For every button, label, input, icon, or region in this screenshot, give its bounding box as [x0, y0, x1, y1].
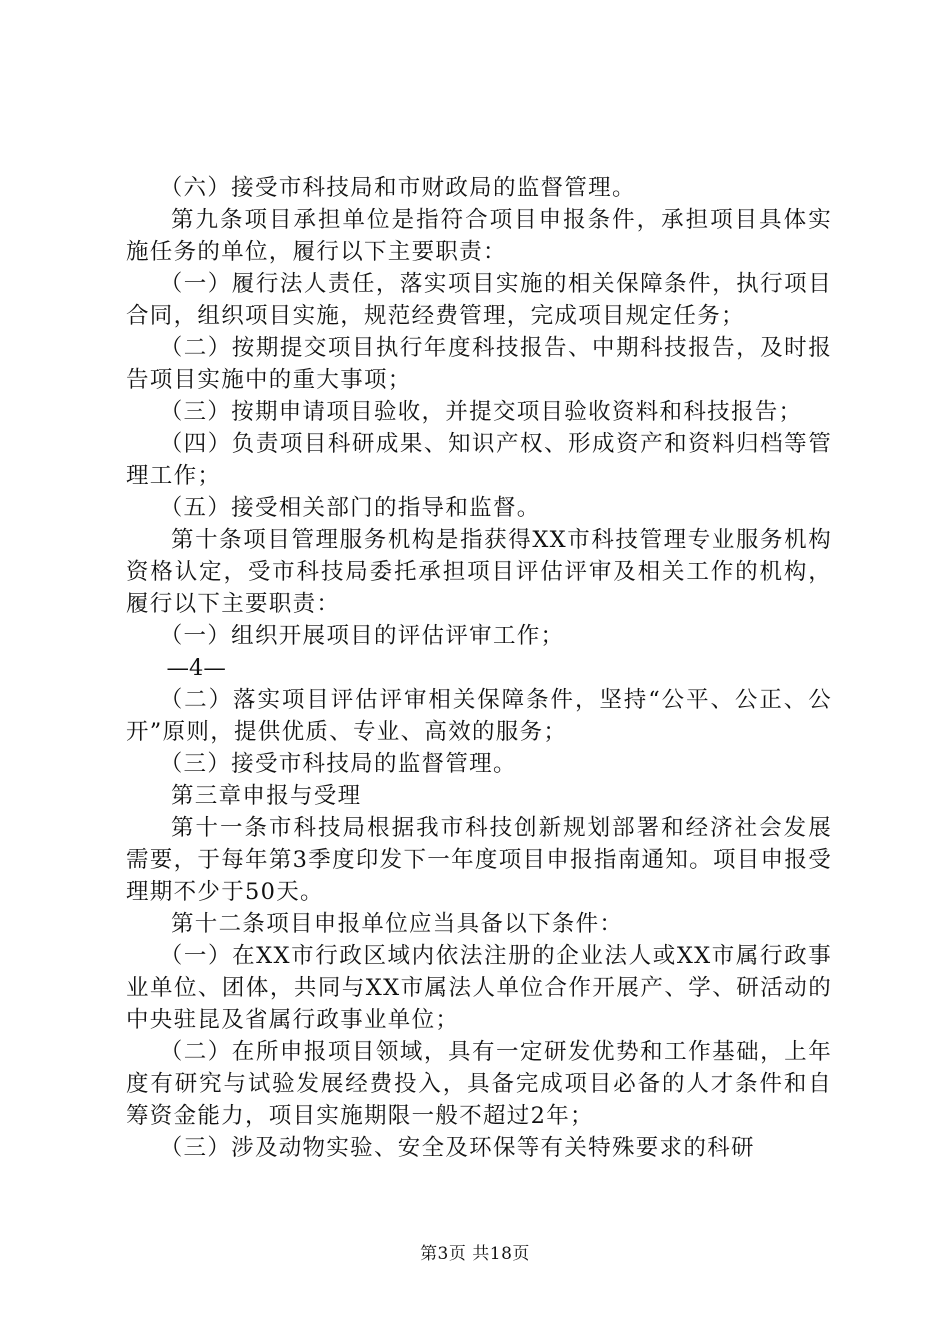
- duty-item-5: （五）接受相关部门的指导和监督。: [159, 495, 541, 521]
- article-9: 第九条项目承担单位是指符合项目申报条件，承担项目具体实施任务的单位，履行以下主要职责：: [126, 207, 832, 265]
- condition-item-3: （三）涉及动物实验、安全及环保等有关特殊要求的科研: [159, 1135, 755, 1161]
- duty-item-1: （一）履行法人责任，落实项目实施的相关保障条件，执行项目合同，组织项目实施，规范经费管理，完成项目规定任务；: [126, 271, 832, 329]
- service-item-1: （一）组织开展项目的评估评审工作；: [159, 623, 565, 649]
- paragraph-item-6: （六）接受市科技局和市财政局的监督管理。: [159, 175, 636, 201]
- document-body: [126, 172, 832, 1164]
- article-10: 第十条项目管理服务机构是指获得XX市科技管理专业服务机构资格认定，受市科技局委托承担项目评估评审及相关工作的机构，履行以下主要职责：: [126, 527, 832, 617]
- duty-item-2: （二）按期提交项目执行年度科技报告、中期科技报告，及时报告项目实施中的重大事项；: [126, 335, 832, 393]
- article-11: 第十一条市科技局根据我市科技创新规划部署和经济社会发展需要，于每年第3季度印发下一年度项目申报指南通知。项目申报受理期不少于50天。: [126, 815, 832, 905]
- condition-item-2: （二）在所申报项目领域，具有一定研发优势和工作基础，上年度有研究与试验发展经费投入，具备完成项目必备的人才条件和自筹资金能力，项目实施期限一般不超过2年；: [126, 1039, 832, 1129]
- condition-item-1: （一）在XX市行政区域内依法注册的企业法人或XX市属行政事业单位、团体，共同与XX市属法人单位合作开展产、学、研活动的中央驻昆及省属行政事业单位；: [126, 943, 832, 1033]
- article-12: 第十二条项目申报单位应当具备以下条件：: [171, 911, 624, 937]
- service-item-2: （二）落实项目评估评审相关保障条件，坚持“公平、公正、公开”原则，提供优质、专业、高效的服务；: [126, 687, 832, 745]
- page-footer: 第3页 共18页: [420, 1244, 530, 1264]
- chapter-3-heading: 第三章申报与受理: [171, 783, 362, 809]
- duty-item-3: （三）按期申请项目验收，并提交项目验收资料和科技报告；: [159, 399, 803, 425]
- service-item-3: （三）接受市科技局的监督管理。: [159, 751, 517, 777]
- duty-item-4: （四）负责项目科研成果、知识产权、形成资产和资料归档等管理工作；: [126, 431, 832, 489]
- page-marker: —4—: [166, 655, 226, 681]
